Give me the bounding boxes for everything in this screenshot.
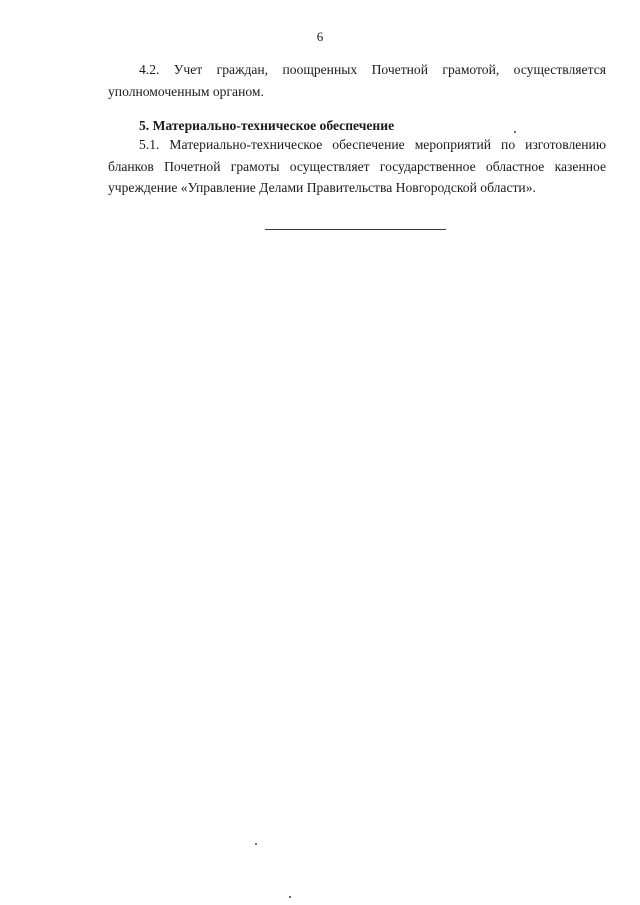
- paragraph-4-2: 4.2. Учет граждан, поощренных Почетной грамотой, осуществляется уполномоченным органом.: [108, 62, 606, 99]
- paragraph-4-2-block: [108, 59, 606, 102]
- paragraph-5-1-block: [108, 134, 606, 199]
- paragraph-5-1: 5.1. Материально-техническое обеспечение мероприятий по изготовлению бланков Почетной грамоты осуществляет государственное областное казенное учреждение «Управление Делами Правительства Новгородской области».: [108, 137, 606, 195]
- scan-speck: [255, 843, 257, 845]
- scan-speck: [289, 896, 291, 898]
- page-number: 6: [316, 29, 324, 44]
- section-5-heading: 5. Материально-техническое обеспечение: [139, 118, 395, 133]
- end-separator-line: [265, 229, 446, 230]
- scan-speck: [514, 131, 516, 133]
